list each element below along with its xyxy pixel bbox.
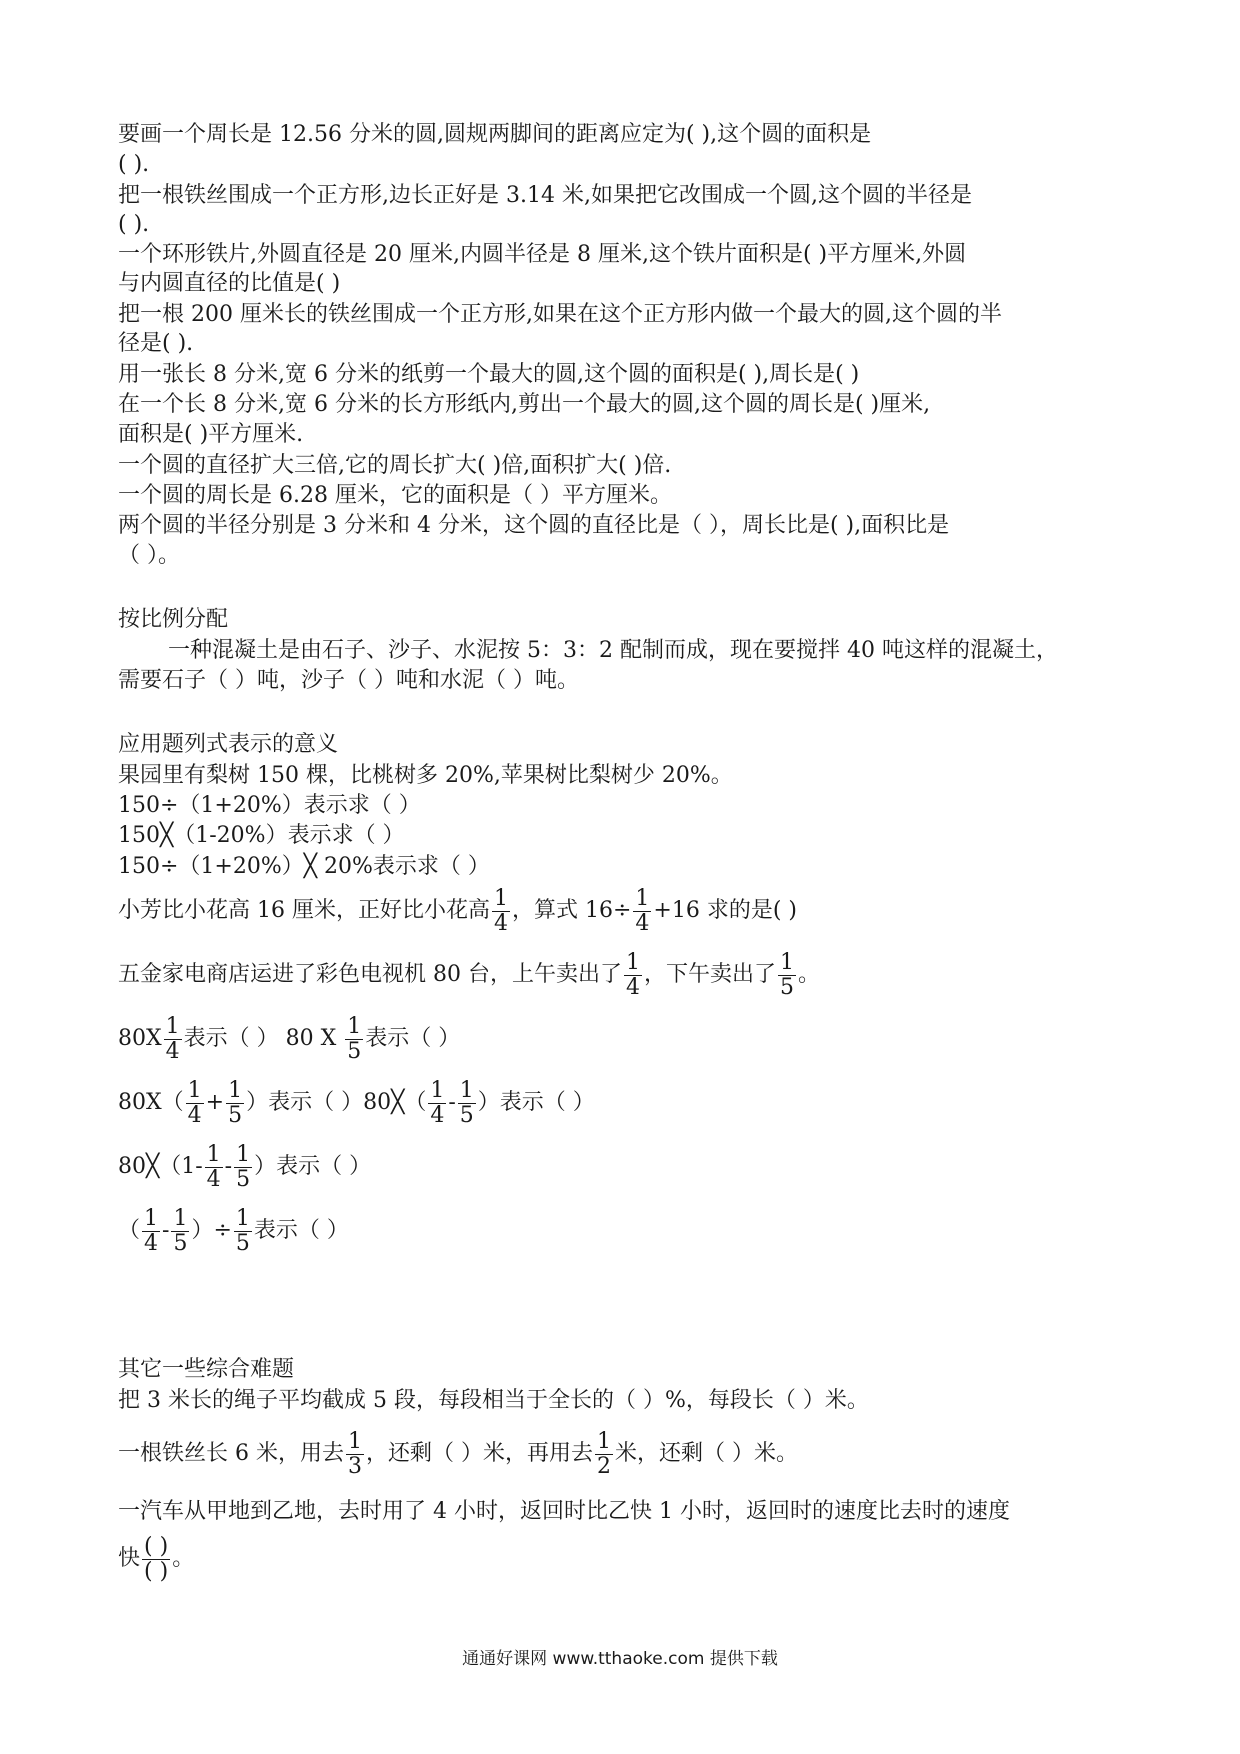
denominator: 5 (347, 1038, 362, 1064)
fraction-fifth (345, 1015, 363, 1064)
text: ，还剩（ ）米，再用去 (365, 1441, 593, 1466)
fraction-fifth (234, 1207, 252, 1256)
denominator: 5 (780, 974, 794, 1000)
numerator: 1 (187, 1077, 202, 1103)
text: +16 求的是( ) (653, 898, 797, 923)
circle-q6: 在一个长 8 分米,宽 6 分米的长方形纸内,剪出一个最大的圆,这个圆的周长是( )厘米, (118, 392, 931, 417)
numerator: 1 (596, 1428, 611, 1454)
fraction-quarter (633, 887, 651, 936)
circle-q1: 要画一个周长是 12.56 分米的圆,圆规两脚间的距离应定为( ),这个圆的面积是 (118, 122, 872, 147)
fraction-quarter (492, 887, 510, 936)
numerator: 1 (236, 1141, 251, 1167)
denominator: 4 (493, 910, 508, 936)
circle-q7: 一个圆的直径扩大三倍,它的周长扩大( )倍,面积扩大( )倍. (118, 453, 672, 478)
ratio-q1-cont: 需要石子（ ）吨，沙子（ ）吨和水泥（ ）吨。 (118, 668, 579, 693)
numerator: 1 (635, 885, 650, 911)
fraction-blank (142, 1535, 170, 1584)
fraction-third (346, 1430, 364, 1479)
text: ）÷ (191, 1218, 232, 1243)
circle-q6-cont: 面积是( )平方厘米. (118, 422, 304, 447)
text: 小芳比小花高 16 厘米，正好比小花高 (118, 898, 490, 923)
denominator: 5 (235, 1230, 250, 1256)
fraction-fifth (226, 1079, 244, 1128)
misc-q2 (118, 1425, 798, 1483)
minus-sign: - (162, 1218, 170, 1243)
circle-q2: 把一根铁丝围成一个正方形,边长正好是 3.14 米,如果把它改围成一个圆,这个圆的半径是 (118, 183, 972, 208)
text: 米，还剩（ ）米。 (614, 1441, 798, 1466)
text: 。 (172, 1546, 195, 1571)
denominator: 2 (596, 1453, 611, 1479)
denominator: 4 (206, 1166, 221, 1192)
text: 表示（ ） (365, 1026, 461, 1051)
circle-q2-cont: ( ). (118, 212, 150, 237)
numerator: 1 (780, 949, 794, 975)
text: ）表示（ ） (477, 1090, 595, 1115)
circle-q4-cont: 径是( ). (118, 331, 194, 356)
denominator: 4 (165, 1038, 180, 1064)
circle-q9: 两个圆的半径分别是 3 分米和 4 分米，这个圆的直径比是（ ），周长比是( ),面积比是 (118, 513, 950, 538)
denominator: 4 (187, 1102, 202, 1128)
numerator: 1 (173, 1205, 188, 1231)
misc-heading: 其它一些综合难题 (118, 1357, 295, 1382)
minus-sign: - (448, 1090, 456, 1115)
meaning-expr-2: 150╳（1-20%）表示求（ ） (118, 823, 405, 848)
denominator: ( ) (144, 1558, 169, 1584)
text: 表示（ ） (253, 1218, 349, 1243)
misc-q3: 一汽车从甲地到乙地，去时用了 4 小时，返回时比乙快 1 小时，返回时的速度比去时的速度 (118, 1499, 1010, 1524)
fraction-quarter (205, 1143, 223, 1192)
numerator: 1 (206, 1141, 221, 1167)
numerator: 1 (228, 1077, 243, 1103)
text: 。 (798, 962, 821, 987)
denominator: 3 (347, 1453, 362, 1479)
page-footer: 通通好课网 www.tthaoke.com 提供下载 (462, 1649, 778, 1669)
denominator: 4 (625, 974, 640, 1000)
denominator: 5 (173, 1230, 188, 1256)
text: ）表示（ ）80╳（ (246, 1090, 427, 1115)
numerator: 1 (347, 1428, 362, 1454)
text: 80X (118, 1026, 162, 1051)
meaning-tv-store (118, 946, 820, 1004)
circle-q5: 用一张长 8 分米,宽 6 分米的纸剪一个最大的圆,这个圆的面积是( ),周长是( ) (118, 362, 860, 387)
circle-q3-cont: 与内圆直径的比值是( ) (118, 271, 341, 296)
numerator: 1 (493, 885, 508, 911)
text: 80X（ (118, 1090, 184, 1115)
text: 快 (118, 1546, 141, 1571)
denominator: 5 (459, 1102, 474, 1128)
fraction-fifth (458, 1079, 476, 1128)
fraction-fifth (778, 951, 796, 1000)
text: ，下午卖出了 (643, 962, 776, 987)
text: 五金家电商店运进了彩色电视机 80 台，上午卖出了 (118, 962, 622, 987)
fraction-half (595, 1430, 613, 1479)
fraction-fifth (171, 1207, 189, 1256)
denominator: 4 (635, 910, 650, 936)
denominator: 5 (228, 1102, 243, 1128)
numerator: ( ) (144, 1533, 169, 1559)
circle-q8: 一个圆的周长是 6.28 厘米，它的面积是（ ）平方厘米。 (118, 483, 672, 508)
meaning-formula-2 (118, 1074, 595, 1132)
misc-q3-cont (118, 1530, 194, 1588)
fraction-quarter (624, 951, 642, 1000)
numerator: 1 (430, 1077, 445, 1103)
meaning-intro: 果园里有梨树 150 棵，比桃树多 20%,苹果树比梨树少 20%。 (118, 763, 733, 788)
meaning-xiaofang (118, 882, 797, 940)
circle-q1-cont: ( ). (118, 152, 150, 177)
numerator: 1 (165, 1013, 180, 1039)
fraction-fifth (234, 1143, 252, 1192)
plus-sign: + (205, 1090, 225, 1115)
meaning-heading: 应用题列式表示的意义 (118, 732, 339, 757)
text: ，算式 16÷ (511, 898, 632, 923)
text: 一根铁丝长 6 米，用去 (118, 1441, 344, 1466)
meaning-formula-4 (118, 1202, 349, 1260)
numerator: 1 (625, 949, 640, 975)
numerator: 1 (459, 1077, 474, 1103)
ratio-heading: 按比例分配 (118, 607, 229, 632)
numerator: 1 (144, 1205, 159, 1231)
ratio-q1: 一种混凝土是由石子、沙子、水泥按 5：3：2 配制而成，现在要搅拌 40 吨这样的混凝土， (168, 638, 1058, 663)
numerator: 1 (235, 1205, 250, 1231)
meaning-formula-3 (118, 1138, 371, 1196)
misc-q1: 把 3 米长的绳子平均截成 5 段，每段相当于全长的（ ）%，每段长（ ）米。 (118, 1388, 869, 1413)
meaning-expr-3: 150÷（1+20%）╳ 20%表示求（ ） (118, 854, 490, 879)
text: （ (118, 1218, 141, 1243)
denominator: 5 (236, 1166, 251, 1192)
circle-q9-cont: （ ）。 (118, 543, 180, 568)
fraction-quarter (428, 1079, 446, 1128)
denominator: 4 (430, 1102, 445, 1128)
meaning-formula-1 (118, 1010, 460, 1068)
fraction-quarter (186, 1079, 204, 1128)
text: ）表示（ ） (254, 1154, 372, 1179)
circle-q4: 把一根 200 厘米长的铁丝围成一个正方形,如果在这个正方形内做一个最大的圆,这个圆的半 (118, 302, 1002, 327)
fraction-quarter (164, 1015, 182, 1064)
circle-q3: 一个环形铁片,外圆直径是 20 厘米,内圆半径是 8 厘米,这个铁片面积是( )平方厘米,外圆 (118, 242, 967, 267)
denominator: 4 (144, 1230, 159, 1256)
text: 表示（ ） 80 X (183, 1026, 344, 1051)
fraction-quarter (142, 1207, 160, 1256)
meaning-expr-1: 150÷（1+20%）表示求（ ） (118, 793, 421, 818)
text: 80╳（1- (118, 1154, 203, 1179)
numerator: 1 (347, 1013, 362, 1039)
minus-sign: - (224, 1154, 233, 1179)
